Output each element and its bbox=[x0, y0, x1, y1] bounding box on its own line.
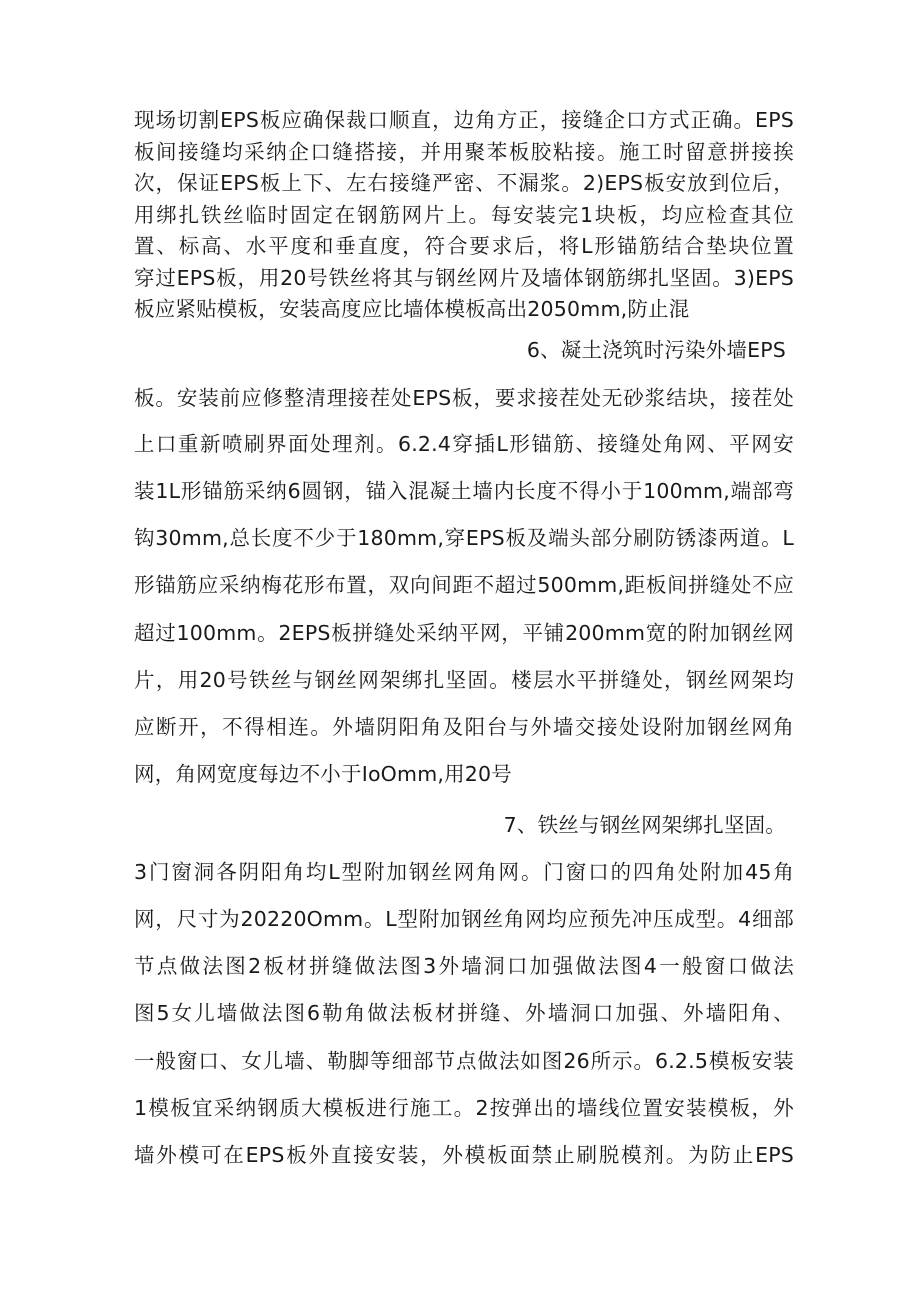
text-line: 片，用20号铁丝与钢丝网架绑扎坚固。楼层水平拼缝处，钢丝网架均 bbox=[134, 668, 794, 692]
text-line: 次，保证EPS板上下、左右接缝严密、不漏浆。2)EPS板安放到位后， bbox=[134, 171, 794, 195]
text-line: 3门窗洞各阴阳角均L型附加钢丝网角网。门窗口的四角处附加45角 bbox=[134, 860, 794, 884]
text-line: 超过100mm。2EPS板拼缝处采纳平网，平铺200mm宽的附加钢丝网 bbox=[134, 621, 794, 645]
text-line: 现场切割EPS板应确保裁口顺直，边角方正，接缝企口方式正确。EPS bbox=[134, 108, 794, 132]
text-line: 上口重新喷刷界面处理剂。6.2.4穿插L形锚筋、接缝处角网、平网安 bbox=[134, 432, 794, 456]
text-line: 网，尺寸为20220Omm。L型附加钢丝角网均应预先冲压成型。4细部 bbox=[134, 907, 794, 931]
text-line: 网，角网宽度每边不小于IoOmm,用20号 bbox=[134, 762, 512, 786]
text-line: 一般窗口、女儿墙、勒脚等细部节点做法如图26所示。6.2.5模板安装 bbox=[134, 1049, 794, 1073]
text-line: 节点做法图2板材拼缝做法图3外墙洞口加强做法图4一般窗口做法 bbox=[134, 954, 794, 978]
text-line: 穿过EPS板，用20号铁丝将其与钢丝网片及墙体钢筋绑扎坚固。3)EPS bbox=[134, 266, 794, 290]
text-line: 板。安装前应修整清理接茬处EPS板，要求接茬处无砂浆结块，接茬处 bbox=[134, 386, 794, 410]
text-line: 置、标高、水平度和垂直度，符合要求后，将L形锚筋结合垫块位置 bbox=[134, 234, 794, 258]
text-line: 用绑扎铁丝临时固定在钢筋网片上。每安装完1块板，均应检查其位 bbox=[134, 203, 794, 227]
section-heading-6: 6、凝土浇筑时污染外墙EPS bbox=[526, 338, 786, 362]
text-line: 板间接缝均采纳企口缝搭接，并用聚苯板胶粘接。施工时留意拼接挨 bbox=[134, 140, 794, 164]
text-line: 板应紧贴模板，安装高度应比墙体模板高出2050mm,防止混 bbox=[134, 297, 690, 321]
text-line: 装1L形锚筋采纳6圆钢，锚入混凝土墙内长度不得小于100mm,端部弯 bbox=[134, 479, 794, 503]
text-line: 图5女儿墙做法图6勒角做法板材拼缝、外墙洞口加强、外墙阳角、 bbox=[134, 1001, 794, 1025]
text-line: 应断开，不得相连。外墙阴阳角及阳台与外墙交接处设附加钢丝网角 bbox=[134, 715, 794, 739]
text-line: 墙外模可在EPS板外直接安装，外模板面禁止刷脱模剂。为防止EPS bbox=[134, 1143, 794, 1167]
text-line: 1模板宜采纳钢质大模板进行施工。2按弹出的墙线位置安装模板，外 bbox=[134, 1096, 794, 1120]
text-line: 形锚筋应采纳梅花形布置，双向间距不超过500mm,距板间拼缝处不应 bbox=[134, 573, 794, 597]
text-line: 钩30mm,总长度不少于180mm,穿EPS板及端头部分刷防锈漆两道。L bbox=[134, 526, 794, 550]
section-heading-7: 7、铁丝与钢丝网架绑扎坚固。 bbox=[503, 813, 786, 837]
